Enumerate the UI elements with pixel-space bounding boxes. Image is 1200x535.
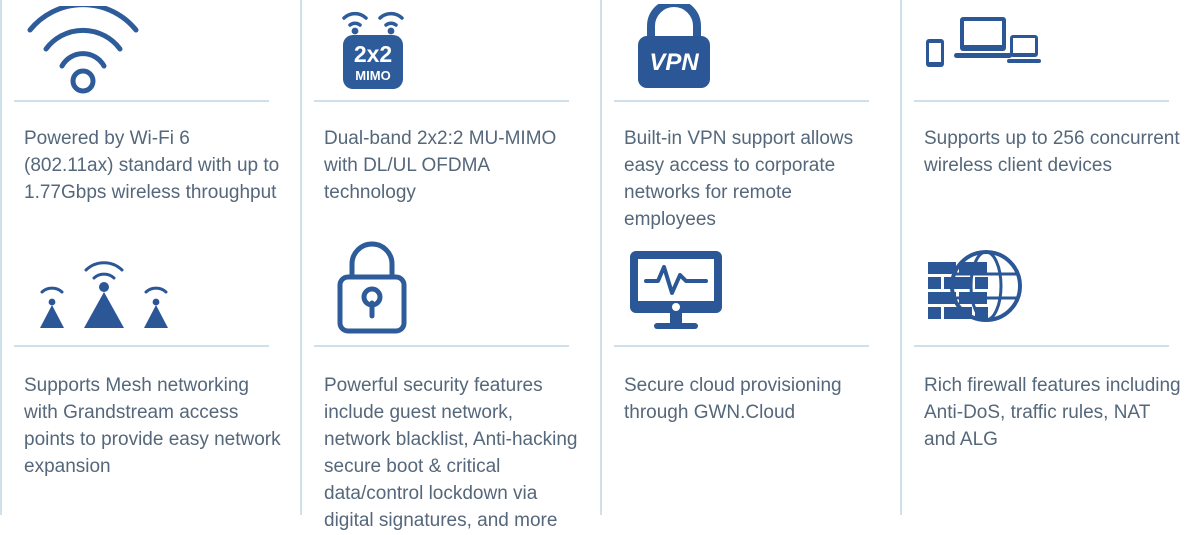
feature-cell-devices bbox=[900, 0, 1200, 235]
firewall-globe-icon bbox=[914, 235, 1200, 345]
feature-text: Powered by Wi-Fi 6 (802.11ax) standard with up to 1.77Gbps wireless throughput bbox=[24, 128, 280, 203]
feature-cell-security bbox=[300, 235, 600, 531]
vpn-lock-icon bbox=[614, 0, 900, 100]
mimo-2x2-badge-icon bbox=[314, 0, 600, 100]
mimo-badge-top: 2x2 bbox=[353, 41, 393, 67]
cell-divider bbox=[614, 345, 869, 347]
mesh-network-icon bbox=[14, 235, 300, 345]
feature-cell-cloud bbox=[600, 235, 900, 515]
feature-text: Secure cloud provisioning through GWN.Cloud bbox=[624, 375, 842, 423]
mimo-badge-bottom: MIMO bbox=[355, 68, 391, 83]
feature-cell-vpn bbox=[600, 0, 900, 235]
cell-divider bbox=[614, 100, 869, 102]
feature-text: Supports up to 256 concurrent wireless client devices bbox=[924, 128, 1180, 176]
cell-divider bbox=[14, 100, 269, 102]
wifi-signal-icon bbox=[14, 0, 300, 100]
feature-cell-wifi bbox=[0, 0, 300, 235]
feature-cell-mesh bbox=[0, 235, 300, 515]
cloud-monitor-icon bbox=[614, 235, 900, 345]
cell-divider bbox=[914, 345, 1169, 347]
vpn-badge-label: VPN bbox=[649, 49, 699, 76]
feature-text: Dual-band 2x2:2 MU-MIMO with DL/UL OFDMA technology bbox=[324, 128, 557, 203]
cell-divider bbox=[914, 100, 1169, 102]
feature-text: Powerful security features include guest network, network blacklist, Anti-hacking secure boot & critical data/control lockdown via digital signatures, and more bbox=[324, 375, 578, 531]
feature-text: Supports Mesh networking with Grandstream access points to provide easy network expansion bbox=[24, 375, 281, 477]
cell-divider bbox=[314, 345, 569, 347]
feature-cell-mimo bbox=[300, 0, 600, 235]
padlock-security-icon bbox=[314, 235, 600, 345]
feature-text: Built-in VPN support allows easy access to corporate networks for remote employees bbox=[624, 128, 854, 230]
cell-divider bbox=[314, 100, 569, 102]
multiple-devices-icon bbox=[914, 0, 1200, 100]
feature-text: Rich firewall features including Anti-DoS, traffic rules, NAT and ALG bbox=[924, 375, 1181, 450]
cell-divider bbox=[14, 345, 269, 347]
feature-cell-firewall bbox=[900, 235, 1200, 515]
